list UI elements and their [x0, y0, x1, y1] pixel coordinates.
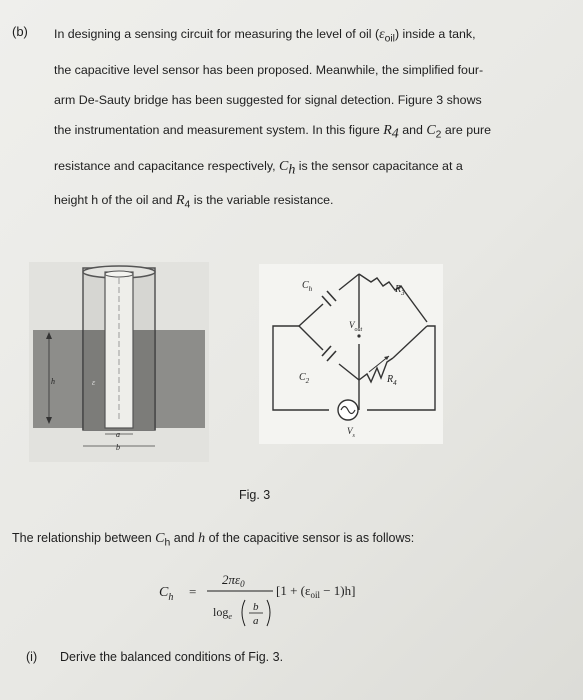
paragraph-line-5: resistance and capacitance respectively, $C_h$ is the sensor capacitance at a [54, 158, 463, 178]
formula-lhs: $C_h$ [159, 585, 174, 603]
paragraph-line-6: height h of the oil and $R_4$ is the variable resistance. [54, 193, 334, 211]
relationship-sentence: The relationship between $C_h$ and h of the capacitive sensor is as follows: [12, 531, 415, 549]
paragraph-line-1: In designing a sensing circuit for measuring the level of oil $(\varepsilon_{oil})$ inside a tank, [54, 27, 476, 45]
problem-paragraph [54, 19, 569, 221]
formula-b: b [253, 601, 259, 613]
paragraph-line-3: arm De-Sauty bridge has been suggested for signal detection. Figure 3 shows [54, 92, 482, 107]
formula-equals: = [189, 584, 197, 599]
figure-caption: Fig. 3 [239, 488, 271, 502]
dim-e-label: ε [92, 378, 96, 387]
c2-label: $C_2$ [299, 372, 310, 385]
part-label: (b) [12, 24, 28, 39]
formula-bracket: $[1 + (\varepsilon_{oil} - 1)h]$ [276, 583, 356, 600]
bridge-circuit [259, 264, 443, 444]
r4-label: $R_4$ [387, 374, 397, 387]
formula-log: $\log_e$ [213, 605, 232, 621]
item-label: (i) [26, 650, 38, 664]
paragraph-line-2: the capacitive level sensor has been proposed. Meanwhile, the simplified four- [54, 62, 484, 77]
dim-a-label: a [116, 430, 120, 439]
dim-b-label: b [116, 443, 120, 452]
capacitance-formula [155, 564, 415, 634]
formula-a: a [253, 615, 259, 627]
sensor-diagram [29, 262, 209, 462]
paragraph-line-4: the instrumentation and measurement system. In this figure $R_4$ and $C_2$ are pure [54, 123, 492, 142]
dim-h-label: h [51, 377, 55, 386]
vs-label: $V_s$ [347, 426, 355, 439]
ch-label: $C_h$ [302, 280, 313, 293]
item-text: Derive the balanced conditions of Fig. 3. [60, 650, 284, 664]
formula-numerator: $2\pi\varepsilon_0$ [222, 572, 245, 589]
vout-label: $V_{out}$ [349, 320, 363, 333]
r3-label: $R_3$ [395, 284, 405, 297]
